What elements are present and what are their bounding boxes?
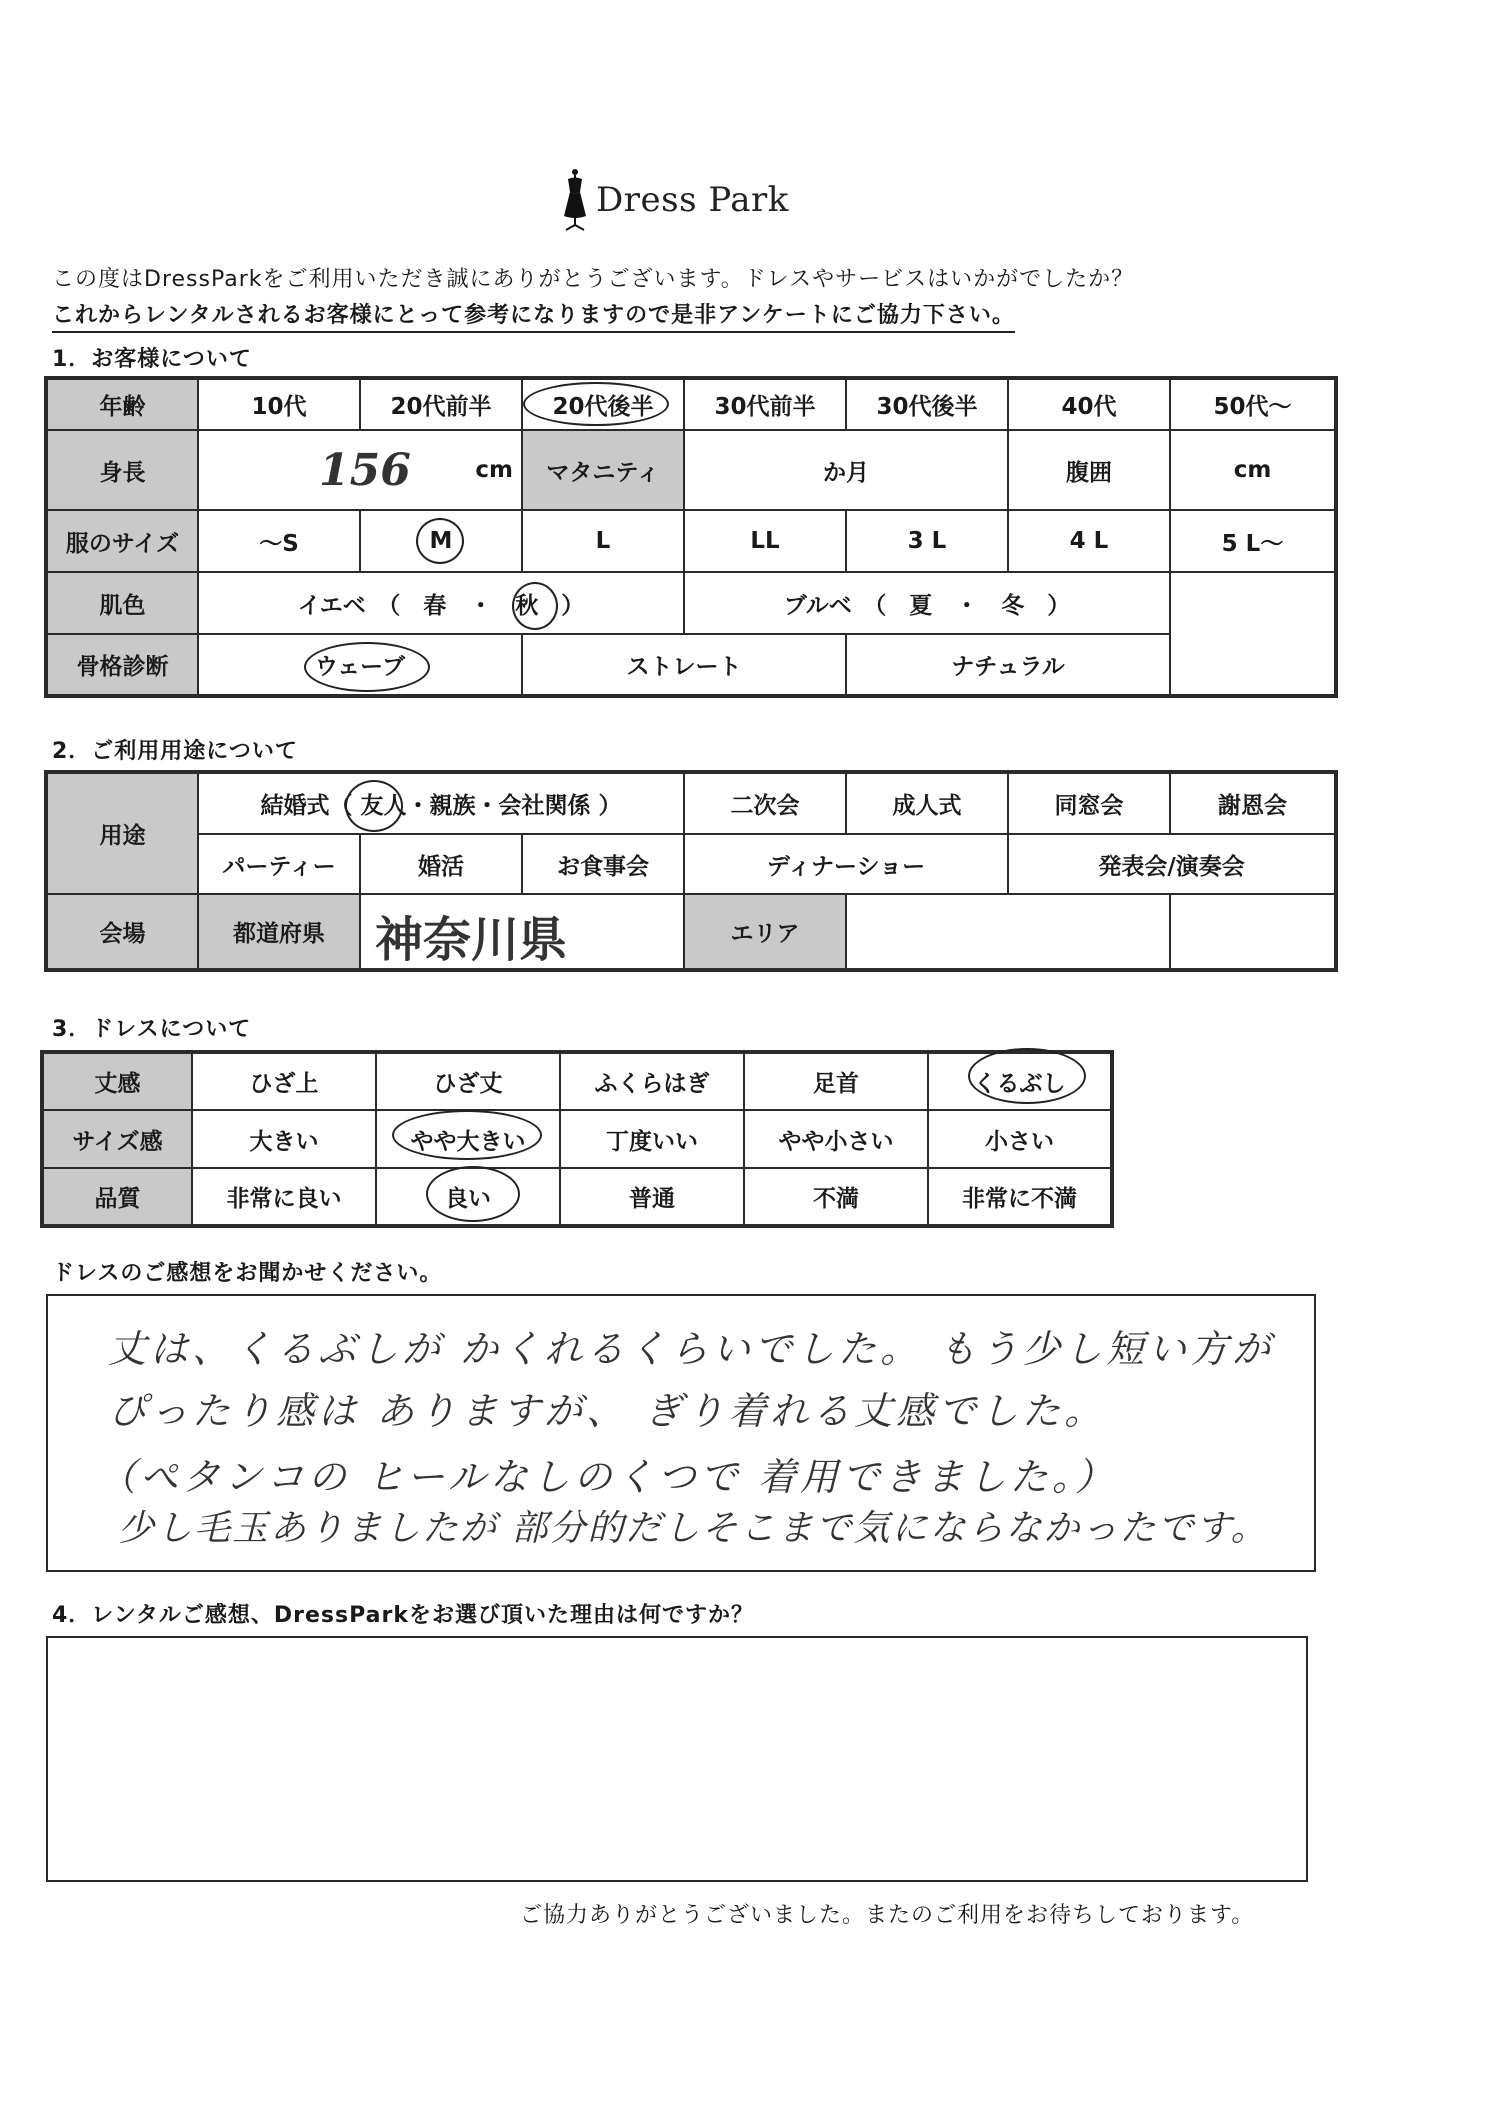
purpose-option[interactable]: 謝恩会: [1170, 772, 1336, 834]
rental-feedback-box[interactable]: [46, 1636, 1308, 1882]
purpose-option[interactable]: 成人式: [846, 772, 1008, 834]
purpose-option[interactable]: 同窓会: [1008, 772, 1170, 834]
height-row: [46, 430, 1336, 510]
dresspark-logo: [560, 160, 800, 240]
closing-message: ご協力ありがとうございました。またのご利用をお待ちしております。: [520, 1903, 1255, 1928]
fit-row: [42, 1110, 1112, 1168]
intro-text: この度はDressParkをご利用いただき誠にありがとうございます。ドレスやサービスはいかがでしたか？: [52, 267, 1135, 292]
size-row: [46, 510, 1336, 572]
section1-title: 1．お客様について: [52, 347, 252, 372]
prefecture-field[interactable]: [360, 894, 684, 970]
section3-title: 3．ドレスについて: [52, 1017, 252, 1042]
length-label: 丈感: [42, 1052, 192, 1110]
size-option[interactable]: 3 L: [846, 510, 1008, 572]
frame-option-selected[interactable]: ウェーブ: [198, 634, 522, 696]
skin-yellow-option[interactable]: イエベ （ 春 ・ 秋 ）: [198, 572, 684, 634]
size-option[interactable]: L: [522, 510, 684, 572]
maternity-field[interactable]: [684, 430, 1008, 510]
comment-line: 丈は、くるぶしが かくれるくらいでした。 もう少し短い方が: [108, 1327, 1275, 1371]
venue-label: 会場: [46, 894, 198, 970]
waist-label: 腹囲: [1008, 430, 1170, 510]
fit-option[interactable]: 大きい: [192, 1110, 376, 1168]
skin-row: [46, 572, 1336, 634]
age-option[interactable]: 30代前半: [684, 378, 846, 430]
frame-option[interactable]: ストレート: [522, 634, 846, 696]
purpose-option[interactable]: パーティー: [198, 834, 360, 894]
quality-label: 品質: [42, 1168, 192, 1226]
age-label: 年齢: [46, 378, 198, 430]
fit-option-selected[interactable]: やや大きい: [376, 1110, 560, 1168]
comment-line: （ぺタンコの ヒールなしのくつで 着用できました。）: [98, 1455, 1117, 1499]
frame-label: 骨格診断: [46, 634, 198, 696]
length-option-selected[interactable]: くるぶし: [928, 1052, 1112, 1110]
dress-table: [40, 1050, 1114, 1228]
quality-option[interactable]: 非常に不満: [928, 1168, 1112, 1226]
purpose-option[interactable]: 婚活: [360, 834, 522, 894]
size-option[interactable]: LL: [684, 510, 846, 572]
quality-option[interactable]: 非常に良い: [192, 1168, 376, 1226]
fit-label: サイズ感: [42, 1110, 192, 1168]
area-field[interactable]: [846, 894, 1170, 970]
dress-comment-box[interactable]: [46, 1294, 1316, 1572]
comment-line: 少し毛玉ありましたが 部分的だしそこまで気にならなかったです。: [118, 1508, 1269, 1549]
purpose-wedding[interactable]: 結婚式（ 友人・親族・会社関係 ）: [198, 772, 684, 834]
area-label: エリア: [684, 894, 846, 970]
waist-unit: cm: [1233, 457, 1272, 483]
customer-info-table: [44, 376, 1338, 698]
height-value: 156: [319, 445, 411, 496]
size-option[interactable]: ～S: [198, 510, 360, 572]
length-option[interactable]: 足首: [744, 1052, 928, 1110]
comment-prompt: ドレスのご感想をお聞かせください。: [52, 1261, 443, 1286]
size-label: 服のサイズ: [46, 510, 198, 572]
skin-blue-option[interactable]: ブルベ （ 夏 ・ 冬 ）: [684, 572, 1170, 634]
length-option[interactable]: ふくらはぎ: [560, 1052, 744, 1110]
prefecture-value: 神奈川県: [375, 912, 568, 968]
maternity-unit: か月: [823, 459, 869, 486]
section2-title: 2．ご利用用途について: [52, 739, 298, 764]
maternity-label: マタニティ: [522, 430, 684, 510]
usage-table: [44, 770, 1338, 972]
purpose-row-2: [46, 834, 1336, 894]
quality-option[interactable]: 不満: [744, 1168, 928, 1226]
age-option[interactable]: 50代～: [1170, 378, 1336, 430]
purpose-row-1: [46, 772, 1336, 834]
purpose-option[interactable]: ディナーショー: [684, 834, 1008, 894]
frame-option[interactable]: ナチュラル: [846, 634, 1170, 696]
fit-option[interactable]: やや小さい: [744, 1110, 928, 1168]
age-option-selected[interactable]: 20代後半: [522, 378, 684, 430]
age-option[interactable]: 10代: [198, 378, 360, 430]
purpose-label: 用途: [46, 772, 198, 894]
age-option[interactable]: 20代前半: [360, 378, 522, 430]
height-field[interactable]: [198, 430, 522, 510]
venue-row: [46, 894, 1336, 970]
height-unit: cm: [475, 457, 513, 483]
prefecture-label: 都道府県: [198, 894, 360, 970]
frame-row: [46, 634, 1336, 696]
purpose-option[interactable]: お食事会: [522, 834, 684, 894]
size-option[interactable]: 5 L～: [1170, 510, 1336, 572]
purpose-option[interactable]: 二次会: [684, 772, 846, 834]
logo-text: Dress Park: [596, 180, 789, 220]
skin-label: 肌色: [46, 572, 198, 634]
fit-option[interactable]: 小さい: [928, 1110, 1112, 1168]
waist-field[interactable]: [1170, 430, 1336, 510]
length-option[interactable]: ひざ丈: [376, 1052, 560, 1110]
quality-option[interactable]: 普通: [560, 1168, 744, 1226]
purpose-option[interactable]: 発表会/演奏会: [1008, 834, 1336, 894]
intro-request: これからレンタルされるお客様にとって参考になりますので是非アンケートにご協力下さい。: [52, 298, 1015, 333]
length-option[interactable]: ひざ上: [192, 1052, 376, 1110]
size-option-selected[interactable]: M: [360, 510, 522, 572]
quality-option-selected[interactable]: 良い: [376, 1168, 560, 1226]
dress-form-icon: [560, 168, 590, 232]
fit-option[interactable]: 丁度いい: [560, 1110, 744, 1168]
age-row: [46, 378, 1336, 430]
quality-row: [42, 1168, 1112, 1226]
height-label: 身長: [46, 430, 198, 510]
age-option[interactable]: 40代: [1008, 378, 1170, 430]
comment-line: ぴったり感は ありますが、 ぎり着れる丈感でした。: [108, 1389, 1107, 1433]
section4-title: 4．レンタルご感想、DressParkをお選び頂いた理由は何ですか？: [52, 1603, 754, 1628]
length-row: [42, 1052, 1112, 1110]
age-option[interactable]: 30代後半: [846, 378, 1008, 430]
size-option[interactable]: 4 L: [1008, 510, 1170, 572]
